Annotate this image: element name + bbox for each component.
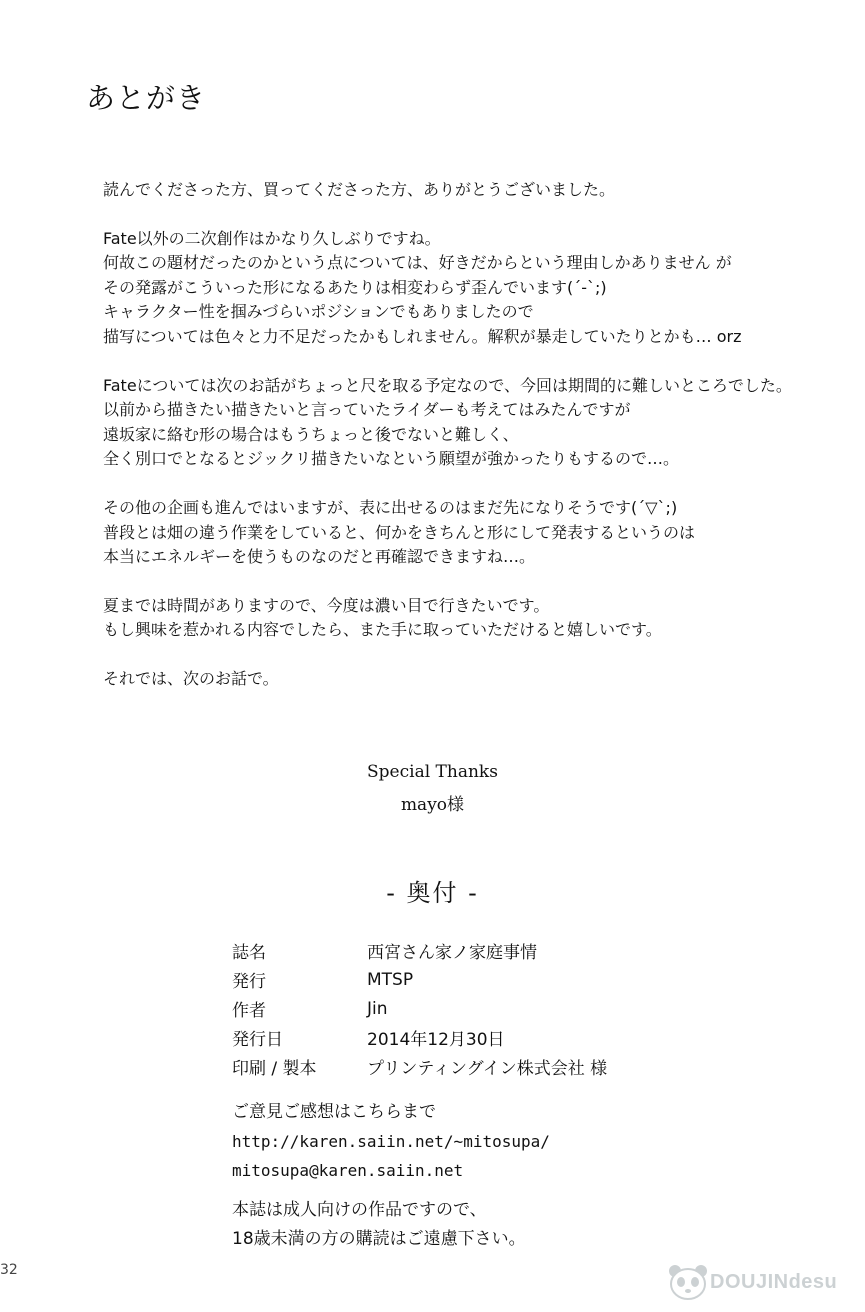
paragraph — [103, 178, 843, 203]
text-line: もし興味を惹かれる内容でしたら、また手に取っていただけると嬉しいです。 — [103, 620, 662, 640]
contact-url: http://karen.saiin.net/~mitosupa/ — [232, 1132, 550, 1151]
colophon-value: Jin — [367, 998, 388, 1019]
page-title: あとがき — [86, 81, 207, 115]
text-line: 本当にエネルギーを使うものなのだと再確認できますね…。 — [103, 547, 536, 567]
text-line: 遠坂家に絡む形の場合はもうちょっと後でないと難しく、 — [103, 424, 519, 444]
text-line: Fate以外の二次創作はかなり久しぶりですね。 — [103, 228, 441, 248]
colophon-row — [232, 1052, 607, 1081]
age-notice — [232, 1196, 526, 1254]
panda-icon — [666, 1262, 710, 1302]
text-line: 全く別口でとなるとジックリ描きたいなという願望が強かったりもするので…。 — [103, 449, 680, 469]
colophon-key: 発行日 — [232, 1030, 283, 1050]
text-line: 描写については色々と力不足だったかもしれません。解釈が暴走していたりとかも… orz — [103, 326, 742, 346]
colophon-table — [232, 936, 607, 1081]
paragraph — [103, 496, 843, 570]
colophon-value: 2014年12月30日 — [367, 1030, 505, 1050]
contact-block — [232, 1098, 550, 1185]
notice-line: 18歳未満の方の購読はご遠慮下さい。 — [232, 1229, 526, 1249]
text-line: それでは、次のお話で。 — [103, 668, 279, 688]
text-line: その発露がこういった形になるあたりは相変わらず歪んでいます(´-`;) — [103, 277, 607, 297]
text-line: Fateについては次のお話がちょっと尺を取る予定なので、今回は期間的に難しいところでした。 — [103, 375, 792, 395]
text-line: 夏までは時間がありますので、今度は濃い目で行きたいです。 — [103, 595, 550, 615]
notice-line: 本誌は成人向けの作品ですので、 — [232, 1200, 487, 1220]
text-line: 読んでくださった方、買ってくださった方、ありがとうございました。 — [103, 180, 616, 199]
watermark — [666, 1262, 837, 1302]
colophon-value: 西宮さん家ノ家庭事情 — [367, 943, 537, 963]
text-line: キャラクター性を掴みづらいポジションでもありましたので — [103, 302, 534, 322]
colophon-row — [232, 936, 607, 965]
text-line: 何故この題材だったのかという点については、好きだからという理由しかありません が — [103, 253, 732, 273]
paragraph — [103, 594, 843, 643]
text-line: 以前から描きたい描きたいと言っていたライダーも考えてはみたんですが — [103, 400, 631, 420]
colophon-row — [232, 1023, 607, 1052]
contact-label: ご意見ご感想はこちらまで — [232, 1102, 436, 1122]
text-line: 普段とは畑の違う作業をしていると、何かをきちんと形にして発表するというのは — [103, 522, 696, 542]
special-thanks-heading: Special Thanks — [367, 762, 498, 782]
watermark-text: DOUJINdesu — [710, 1270, 838, 1293]
colophon-value: MTSP — [367, 969, 414, 990]
page-number: 32 — [0, 1262, 18, 1278]
contact-email: mitosupa@karen.saiin.net — [232, 1161, 464, 1180]
colophon-key: 印刷 / 製本 — [232, 1059, 317, 1079]
paragraph — [103, 667, 843, 692]
colophon-key: 発行 — [232, 972, 266, 992]
afterword-body — [103, 178, 843, 716]
text-line: その他の企画も進んではいますが、表に出せるのはまだ先になりそうです(´▽`;) — [103, 497, 678, 517]
special-thanks-name: mayo様 — [400, 795, 465, 815]
paragraph — [103, 227, 843, 350]
colophon-heading: - 奥付 - — [386, 879, 479, 907]
colophon-key: 誌名 — [232, 943, 266, 963]
colophon-value: プリンティングイン株式会社 様 — [367, 1059, 608, 1079]
paragraph — [103, 374, 843, 472]
colophon-row — [232, 994, 607, 1023]
colophon-row — [232, 965, 607, 994]
colophon-key: 作者 — [232, 1001, 266, 1021]
